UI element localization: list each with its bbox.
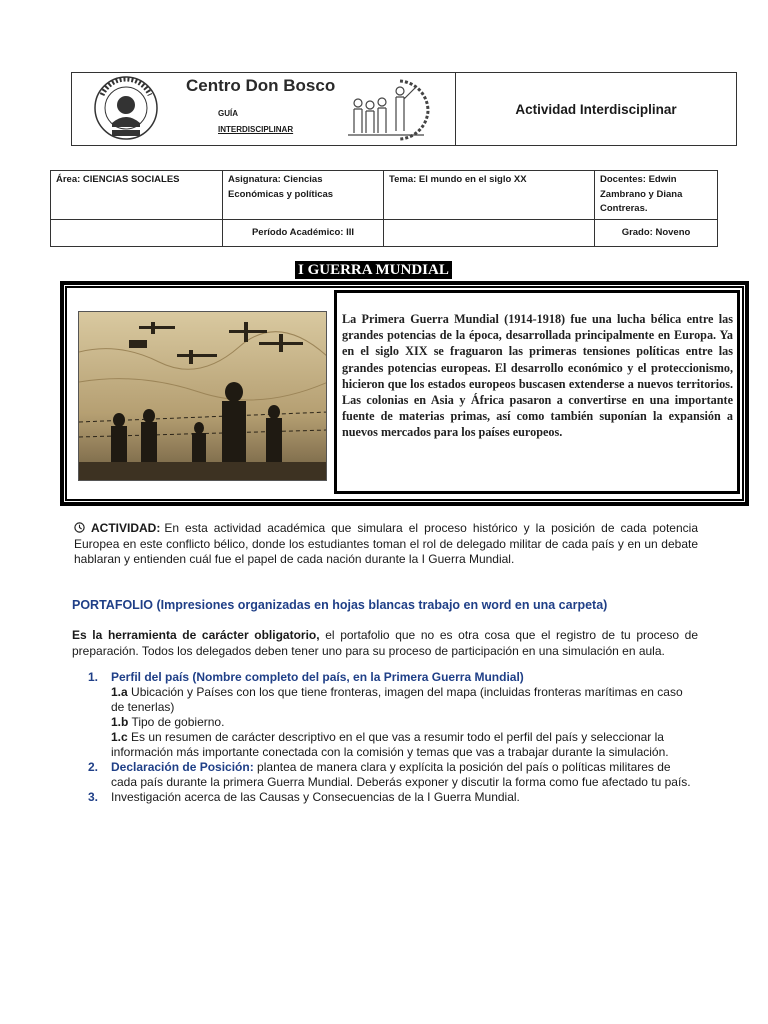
sub-item [111, 715, 698, 730]
item-heading: Perfil del país (Nombre completo del país, en la Primera Guerra Mundial) [111, 670, 524, 684]
sub-item [111, 685, 698, 715]
topic-cell: Tema: El mundo en el siglo XX [384, 171, 595, 220]
list-item [88, 760, 698, 790]
sub-item-key: 1.a [111, 685, 128, 699]
area-cell: Área: CIENCIAS SOCIALES [51, 171, 223, 220]
guide-type-label: INTERDISCIPLINAR [218, 125, 294, 134]
intro-text: La Primera Guerra Mundial (1914-1918) fue una lucha bélica entre las grandes potencias de la época, desarrollada principalmente en Europa. Ya en el siglo XIX se fraguaron las primeras tensiones políticas entre las grandes potencias europeas. El desarrollo económico y el proteccionismo, hicieron que los estados europeos buscasen extenderse a nuevos territorios. Las colonias en Asia y África pasaron a convertirse en una importante fuente de materias primas, así como también suponían la expansión a nuevos mercados para los países europeos. [334, 290, 740, 494]
activity-label: ACTIVIDAD: [91, 521, 161, 535]
sub-item-key: 1.b [111, 715, 129, 729]
sub-item-text: Es un resumen de carácter descriptivo en el que vas a resumir todo el perfil del país y seleccionar la información más importante conectada con la comisión y temas que vas a trabajar durante la simulación. [111, 730, 669, 759]
students-illustration-icon [340, 75, 432, 141]
war-photo [78, 311, 327, 481]
item-number: 3. [88, 790, 99, 804]
portfolio-heading: PORTAFOLIO (Impresiones organizadas en hojas blancas trabajo en word en una carpeta) [72, 598, 608, 612]
header-box [71, 72, 737, 146]
portfolio-text: el portafolio que no es otra cosa que el registro de tu proceso de preparación. Todos los delegados deben tener uno para su proceso de participación en una simulación en aula. [72, 628, 699, 658]
list-item [88, 670, 698, 760]
portfolio-description [72, 628, 698, 659]
table-row [51, 171, 718, 220]
item-text: plantea de manera clara y explícita la posición del país o políticas militares de cada país durante la primera Guerra Mundial. Deberás exponer y discutir la forma como fue afectado tu país. [111, 760, 691, 789]
item-number: 1. [88, 670, 99, 684]
list-item [88, 790, 698, 805]
sub-item [111, 730, 698, 760]
empty-cell [51, 220, 223, 247]
school-name: Centro Don Bosco [186, 76, 336, 95]
period-cell: Período Académico: III [223, 220, 384, 247]
activity-title: Actividad Interdisciplinar [515, 101, 677, 117]
activity-paragraph [74, 521, 698, 568]
item-heading: Declaración de Posición: [111, 760, 254, 774]
sub-item-text: Ubicación y Países con los que tiene fronteras, imagen del mapa (incluidas fronteras marítimas en caso de tenerlas) [111, 685, 683, 714]
item-text: Investigación acerca de las Causas y Consecuencias de la I Guerra Mundial. [111, 790, 520, 804]
guide-label: GUÍA [218, 109, 238, 118]
header-logo-cell [72, 73, 456, 145]
item-number: 2. [88, 760, 99, 774]
empty-cell [384, 220, 595, 247]
sub-item-text: Tipo de gobierno. [128, 715, 225, 729]
section-title: I GUERRA MUNDIAL [295, 261, 452, 279]
school-seal-logo-icon [90, 75, 162, 141]
course-info-table [50, 170, 718, 247]
table-row [51, 220, 718, 247]
sub-item-key: 1.c [111, 730, 128, 744]
teachers-cell: Docentes: Edwin Zambrano y Diana Contreras. [595, 171, 718, 220]
portfolio-lead: Es la herramienta de carácter obligatorio, [72, 628, 320, 642]
clock-bullet-icon [74, 522, 85, 533]
subject-cell: Asignatura: Ciencias Económicas y políticas [223, 171, 384, 220]
portfolio-items [88, 670, 698, 805]
grade-cell: Grado: Noveno [595, 220, 718, 247]
activity-text: En esta actividad académica que simulara el proceso histórico y la posición de cada potencia Europea en este conflicto bélico, donde los estudiantes toman el rol de delegado militar de cada país y en un debate hablaran y entienden cuál fue el papel de cada nación durante la I Guerra Mundial. [74, 521, 698, 566]
